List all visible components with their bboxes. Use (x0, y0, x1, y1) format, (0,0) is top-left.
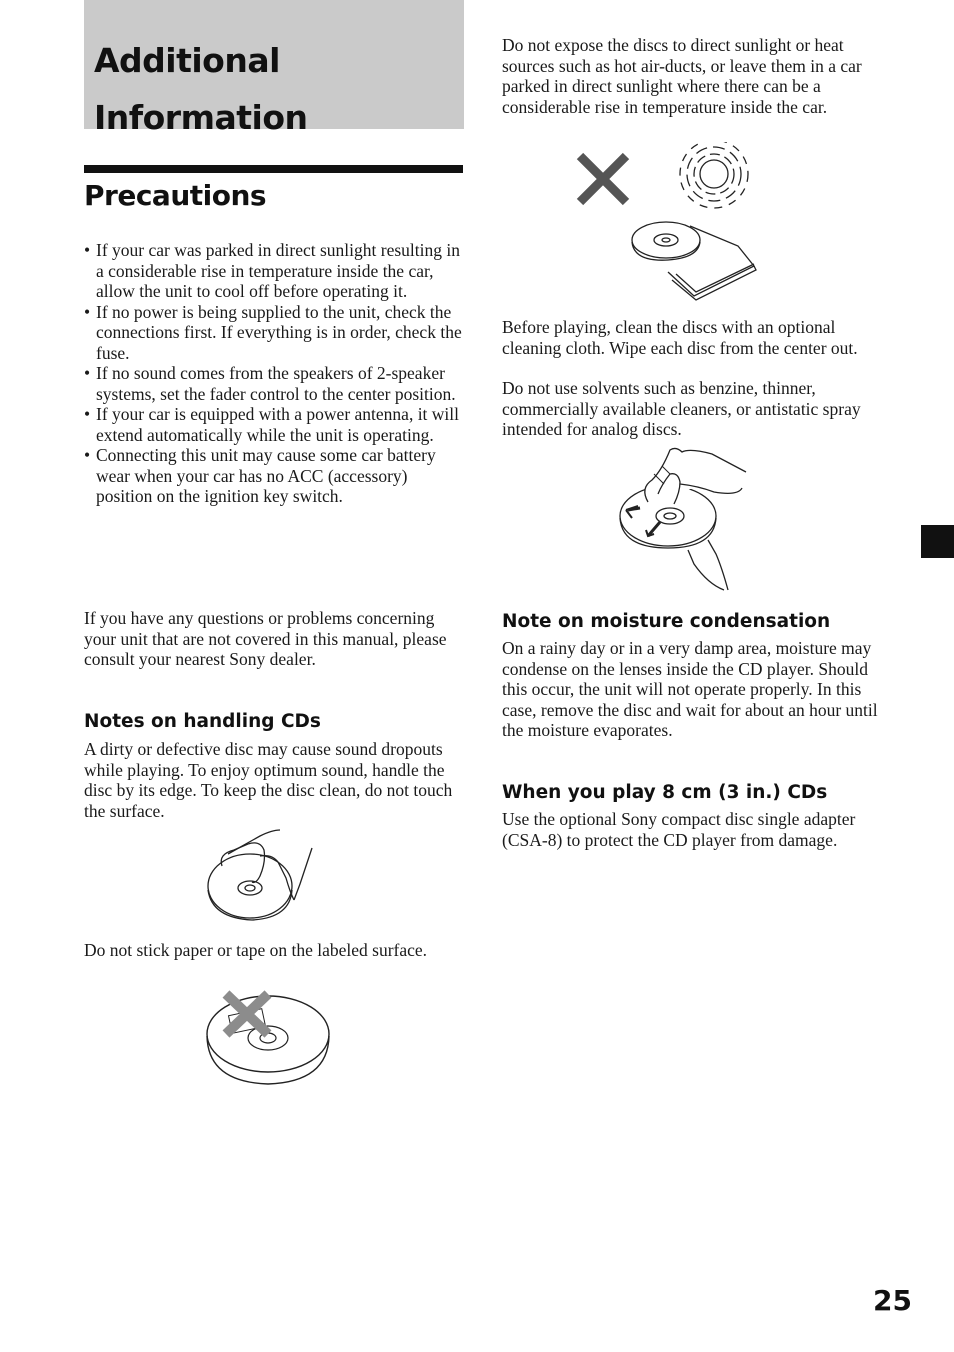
bullet-icon: • (84, 240, 91, 260)
bullet-text: If your car is equipped with a power antenna, it will extend automatically while the unit is operating. (96, 404, 460, 445)
eight-cm-paragraph: Use the optional Sony compact disc single adapter (CSA-8) to protect the CD player from damage. (502, 809, 856, 850)
moisture-paragraph: On a rainy day or in a very damp area, moisture may condense on the lenses inside the CD player. Should this occur, the unit will not operate properly. In this case, remove the disc and wait for about an hour until the moisture evaporates. (502, 638, 878, 740)
page-title: Precautions (84, 179, 267, 212)
eight-cm-heading: When you play 8 cm (3 in.) CDs (502, 782, 828, 803)
bullet-icon: • (84, 404, 91, 424)
list-item (84, 363, 466, 404)
bullet-text: Connecting this unit may cause some car battery wear when your car has no ACC (accessory) position on the ignition key switch. (96, 445, 436, 506)
handling-paragraph: A dirty or defective disc may cause sound dropouts while playing. To enjoy optimum sound, handle the disc by its edge. To keep the disc clean, do not touch the surface. (84, 739, 453, 821)
section-title: Additional Information (94, 41, 308, 137)
disc-handling-illustration (200, 826, 322, 924)
section-header-box (84, 0, 464, 137)
handling-heading: Notes on handling CDs (84, 711, 321, 732)
no-tape-paragraph: Do not stick paper or tape on the labeled surface. (84, 940, 428, 960)
bullet-icon: • (84, 301, 91, 322)
list-item (84, 302, 466, 364)
questions-paragraph: If you have any questions or problems concerning your unit that are not covered in this manual, please consult your nearest Sony dealer. (84, 608, 447, 669)
bullet-text: If your car was parked in direct sunlight resulting in a considerable rise in temperature inside the car, allow the unit to cool off before operating it. (96, 240, 460, 301)
section-thumb-tab (921, 525, 954, 558)
moisture-heading: Note on moisture condensation (502, 611, 831, 632)
page-number: 25 (873, 1284, 912, 1317)
list-item (84, 240, 466, 302)
bullet-icon: • (84, 363, 91, 383)
bullet-text: If no power is being supplied to the unit, check the connections first. If everything is in order, check the fuse. (96, 301, 462, 363)
no-sunlight-illustration (572, 142, 764, 302)
sunlight-paragraph: Do not expose the discs to direct sunlight or heat sources such as hot air-ducts, or leave them in a car parked in direct sunlight where there can be a considerable rise in temperature inside the car. (502, 35, 862, 117)
disc-cleaning-illustration (618, 444, 752, 594)
heading-rule (84, 165, 463, 173)
solvents-paragraph: Do not use solvents such as benzine, thinner, commercially available cleaners, or antistatic spray intended for analog discs. (502, 378, 861, 439)
list-item (84, 404, 466, 445)
bullet-icon: • (84, 445, 91, 465)
no-tape-illustration (200, 986, 334, 1090)
cleaning-paragraph: Before playing, clean the discs with an optional cleaning cloth. Wipe each disc from the center out. (502, 317, 858, 358)
precautions-list (84, 240, 466, 507)
bullet-text: If no sound comes from the speakers of 2-speaker systems, set the fader control to the center position. (96, 363, 456, 404)
list-item (84, 445, 466, 507)
